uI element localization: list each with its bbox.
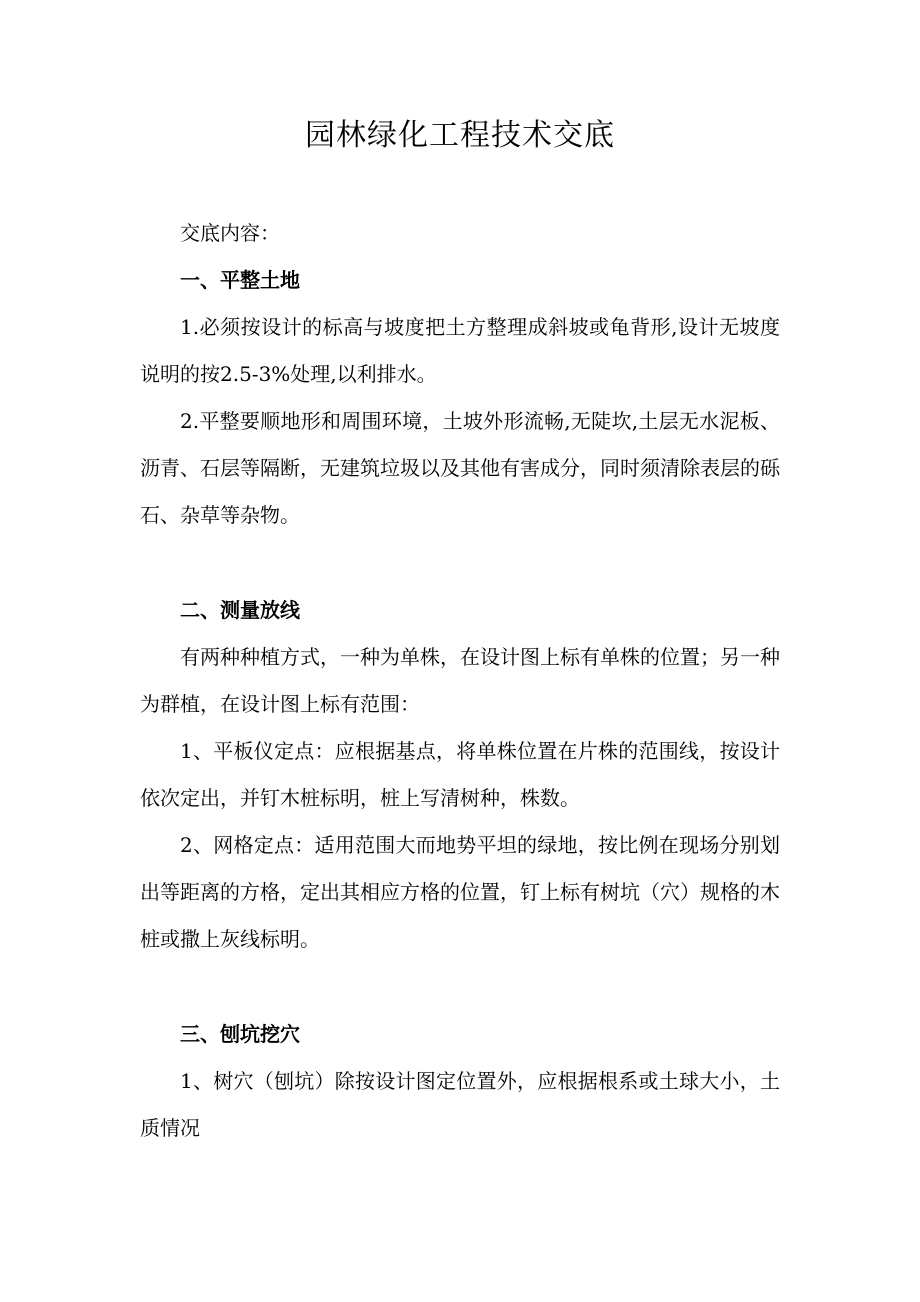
- paragraph: 有两种种植方式，一种为单株，在设计图上标有单株的位置；另一种为群植，在设计图上标有范围：: [140, 645, 780, 716]
- section-heading: 一、平整土地: [180, 268, 300, 292]
- document-body: [140, 210, 780, 1152]
- section-heading: 三、刨坑挖穴: [180, 1022, 300, 1046]
- paragraph: 1、树穴（刨坑）除按设计图定位置外，应根据根系或土球大小，土质情况: [140, 1069, 780, 1140]
- document-title: 园林绿化工程技术交底: [305, 118, 615, 153]
- paragraph: 1.必须按设计的标高与坡度把土方整理成斜坡或龟背形,设计无坡度说明的按2.5-3%处理,以利排水。: [140, 315, 780, 386]
- section-spacer: [140, 539, 780, 587]
- paragraph: 2、网格定点：适用范围大而地势平坦的绿地，按比例在现场分别划出等距离的方格，定出其相应方格的位置，钉上标有树坑（穴）规格的木桩或撒上灰线标明。: [140, 833, 780, 951]
- section-spacer: [140, 963, 780, 1011]
- paragraph: 2.平整要顺地形和周围环境，土坡外形流畅,无陡坎,土层无水泥板、沥青、石层等隔断，无建筑垃圾以及其他有害成分，同时须清除表层的砾石、杂草等杂物。: [140, 409, 780, 527]
- section-heading: 二、测量放线: [180, 598, 300, 622]
- paragraph: 1、平板仪定点：应根据基点，将单株位置在片株的范围线，按设计依次定出，并钉木桩标明，桩上写清树种，株数。: [140, 739, 780, 810]
- intro-text: 交底内容：: [180, 221, 280, 245]
